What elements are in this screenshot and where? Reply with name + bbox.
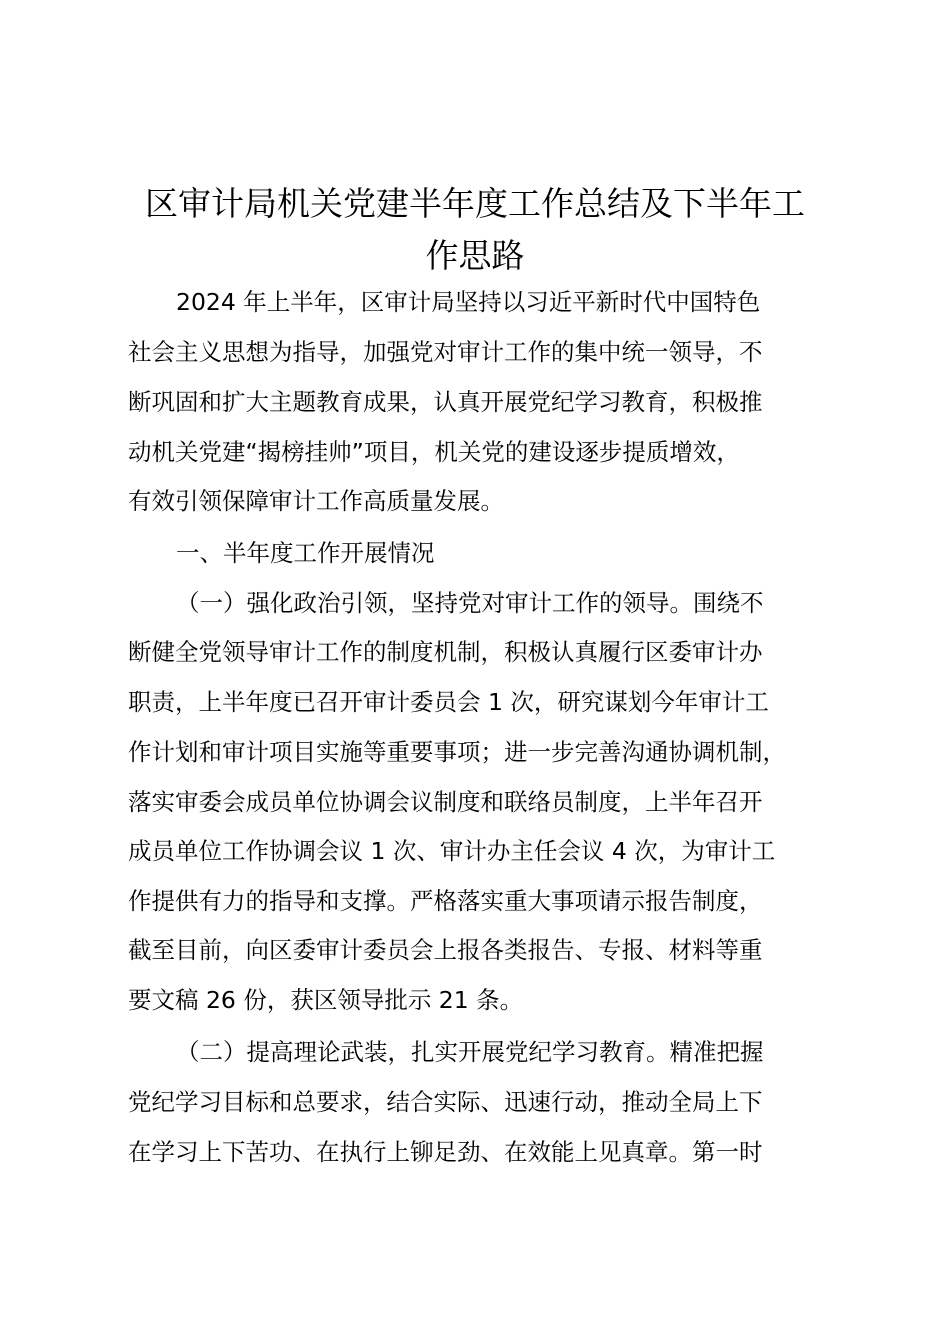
- text-line: 要文稿 26 份，获区领导批示 21 条。: [128, 986, 524, 1014]
- text-line: 社会主义思想为指导，加强党对审计工作的集中统一领导，不: [128, 338, 763, 366]
- text-line: 作提供有力的指导和支撑。严格落实重大事项请示报告制度，: [128, 887, 763, 915]
- text-line: 职责，上半年度已召开审计委员会 1 次，研究谋划今年审计工: [128, 688, 769, 716]
- text-line: 截至目前，向区委审计委员会上报各类报告、专报、材料等重: [128, 936, 763, 964]
- title-line-1: 区审计局机关党建半年度工作总结及下半年工: [145, 184, 805, 223]
- text-line: 断健全党领导审计工作的制度机制，积极认真履行区委审计办: [128, 638, 763, 666]
- subsection-heading: （一）强化政治引领，坚持党对审计工作的领导。围绕不: [176, 589, 764, 617]
- subsection-heading: （二）提高理论武装，扎实开展党纪学习教育。精准把握: [176, 1038, 764, 1066]
- text-line: 动机关党建“揭榜挂帅”项目，机关党的建设逐步提质增效，: [128, 438, 740, 466]
- text-line: 2024 年上半年，区审计局坚持以习近平新时代中国特色: [176, 288, 761, 316]
- text-line: 作计划和审计项目实施等重要事项；进一步完善沟通协调机制，: [128, 738, 786, 766]
- text-line: 有效引领保障审计工作高质量发展。: [128, 487, 504, 515]
- title-line-2: 作思路: [425, 236, 525, 275]
- text-line: 在学习上下苦功、在执行上铆足劲、在效能上见真章。第一时: [128, 1138, 763, 1166]
- text-line: 成员单位工作协调会议 1 次、审计办主任会议 4 次，为审计工: [128, 837, 776, 865]
- section-heading: 一、半年度工作开展情况: [176, 539, 435, 567]
- text-line: 断巩固和扩大主题教育成果，认真开展党纪学习教育，积极推: [128, 388, 763, 416]
- text-line: 落实审委会成员单位协调会议制度和联络员制度，上半年召开: [128, 788, 763, 816]
- document-title: [110, 178, 840, 282]
- text-line: 党纪学习目标和总要求，结合实际、迅速行动，推动全局上下: [128, 1088, 763, 1116]
